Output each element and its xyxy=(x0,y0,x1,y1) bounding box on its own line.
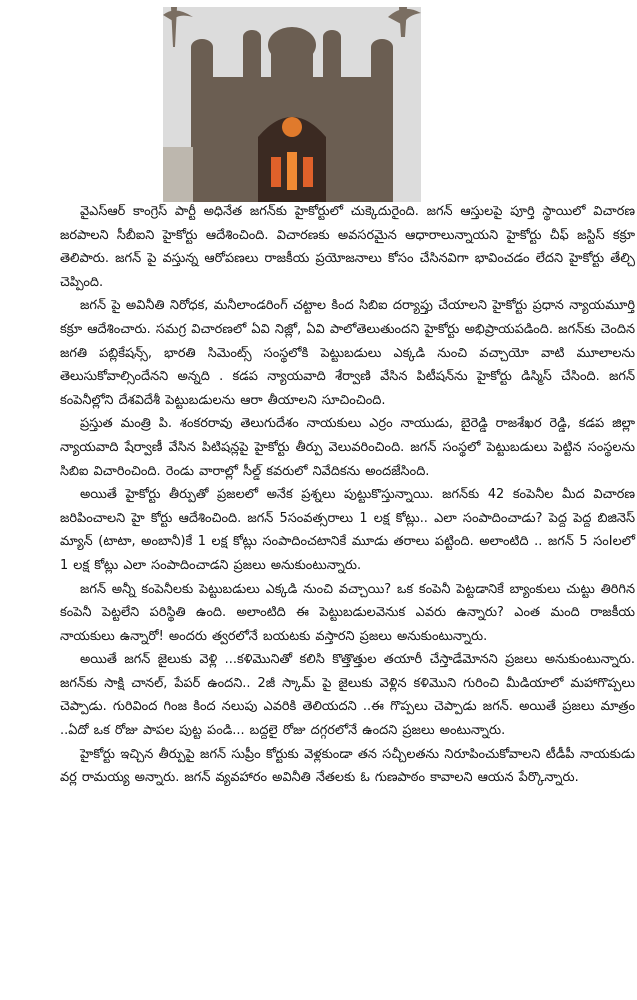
article-paragraph-7: హైకోర్టు ఇచ్చిన తీర్పుపై జగన్ సుప్రీం కోర్టుకు వెళ్లకుండా తన సచ్చీలతను నిరూపించుకోవాలని టీడీపీ నాయకుడు వర్ల రామయ్య అన్నారు. జగన్ వ్యవహారం అవినీతి నేతలకు ఓ గుణపాఠం కావాలని ఆయన పేర్కొన్నారు. xyxy=(60,746,635,786)
article-paragraph-6: అయితే జగన్ జైలుకు వెళ్లి ...కళిమొనితో కలిసి కొత్తొత్తుల తయారీ చేస్తాడేమోనని ప్రజలు అనుకుంటున్నారు. జగన్‌కు సాక్షి చానల్, పేపర్ ఉందని.. 2జీ స్కామ్ పై జైలుకు వెళ్లిన కళిమొని గురించి మీడియాలో మహాగొప్పలు చెప్పాడు. గురివింద గింజ కింద నలుపు ఎవరికి తెలియదని ..ఈ గొప్పలు చెప్పాడు జగన్. అయితే ప్రజలు మాత్రం ..ఏదో ఒక రోజు పాపల పుట్ట పండి... బద్దలై రోజు దగ్గరలోనే ఉందని ప్రజలు అంటున్నారు. xyxy=(60,652,635,739)
article-paragraph-4: అయితే హైకోర్టు తీర్పుతో ప్రజలలో అనేక ప్రశ్నలు పుట్టుకొస్తున్నాయి. జగన్‌కు 42 కంపెనీల మీద విచారణ జరిపించాలని హై కోర్టు ఆదేశించింది. జగన్ 5సంవత్సరాలు 1 లక్ష కోట్లు.. ఎలా సంపాదించాడు? పెద్ద పెద్ద బిజినెస్ మ్యాన్ (టాటా, అంబానీ)కే 1 లక్ష కోట్లు సంపాదించటానికే మూడు తరాలు పట్టింది. అలాంటిది .. జగన్ 5 సంIలలో 1 లక్ష కోట్లు ఎలా సంపాదించాడని ప్రజలు అనుకుంటున్నారు. xyxy=(60,487,635,573)
article-paragraph-5: జగన్ అన్నీ కంపెనీలకు పెట్టుబడులు ఎక్కడి నుంచి వచ్చాయి? ఒక కంపెనీ పెట్టడానికే బ్యాంకులు చుట్టు తిరిగిన కంపెనీ పెట్టలేని పరిస్థితి ఉంది. అలాంటిది ఈ పెట్టుబడులవెనుక ఎవరు ఉన్నారు? ఎంత మంది రాజకీయ నాయకులు ఉన్నారో! అందరు త్వరలోనే బయటకు వస్తారని ప్రజలు అనుకుంటున్నారు. xyxy=(60,581,635,644)
article-body xyxy=(60,200,635,790)
article-paragraph-2: జగన్ పై అవినీతి నిరోధక, మనీలాండరింగ్ చట్టాల కింద సిబిఐ దర్యాప్తు చేయాలని హైకోర్టు ప్రధాన న్యాయమూర్తి కక్రూ ఆదేశించారు. సమగ్ర విచారణలో ఏవి నిజ్లో, ఏవి పాలోతెలుతుందని హైకోర్టు అభిప్రాయపడింది. జగన్‌కు చెందిన జగతి పబ్లికేషన్స్, భారతి సిమెంట్స్ సంస్థలోకి పెట్టుబడులు ఎక్కడి నుంచి వచ్చాయో వాటి మూలాలను తెలుసుకోవాల్సిందేనని అన్నది . కడప న్యాయవాది శేర్వాణి వేసిన పిటీషన్‌ను హైకోర్టు డిస్మిస్ చేసింది. జగన్ కంపెనీల్లోని దేశవిదేశీ పెట్టుబడులను ఆరా తీయాలని సూచించింది. xyxy=(60,298,635,408)
article-paragraph-1: వైఎస్ఆర్ కాంగ్రెస్ పార్టీ అధినేత జగన్‌కు హైకోర్టులో చుక్కెదురైంది. జగన్ ఆస్తులపై పూర్తి స్థాయిలో విచారణ జరపాలని సీబీఐని హైకోర్టు ఆదేశించింది. విచారణకు అవసరమైన ఆధారాలున్నాయని హైకోర్టు చీఫ్ జస్టిస్ కక్రూ తెలిపారు. జగన్ పై వస్తున్న ఆరోపణలు రాజకీయ ప్రయోజనాలు కోసం చేసినవిగా భావించడం లేదని హైకోర్టు తేల్చి చెప్పింది. xyxy=(60,204,635,290)
article-paragraph-3: ప్రస్తుత మంత్రి పి. శంకరరావు తెలుగుదేశం నాయకులు ఎర్రం నాయుడు, బైరెడ్డి రాజశేఖర రెడ్డి, కడప జిల్లా న్యాయవాది షేర్వాణీ వేసిన పిటిషన్లపై హైకోర్టు తీర్పు వెలువరించింది. జగన్ సంస్థలో పెట్టుబడులు పెట్టిన సంస్థలను సిబిఐ విచారించింది. రెండు వారాల్లో సీల్డ్ కవరులో నివేదికను అందజేసింది. xyxy=(60,416,635,479)
high-court-building-icon xyxy=(163,7,421,202)
article-photo xyxy=(163,7,421,202)
